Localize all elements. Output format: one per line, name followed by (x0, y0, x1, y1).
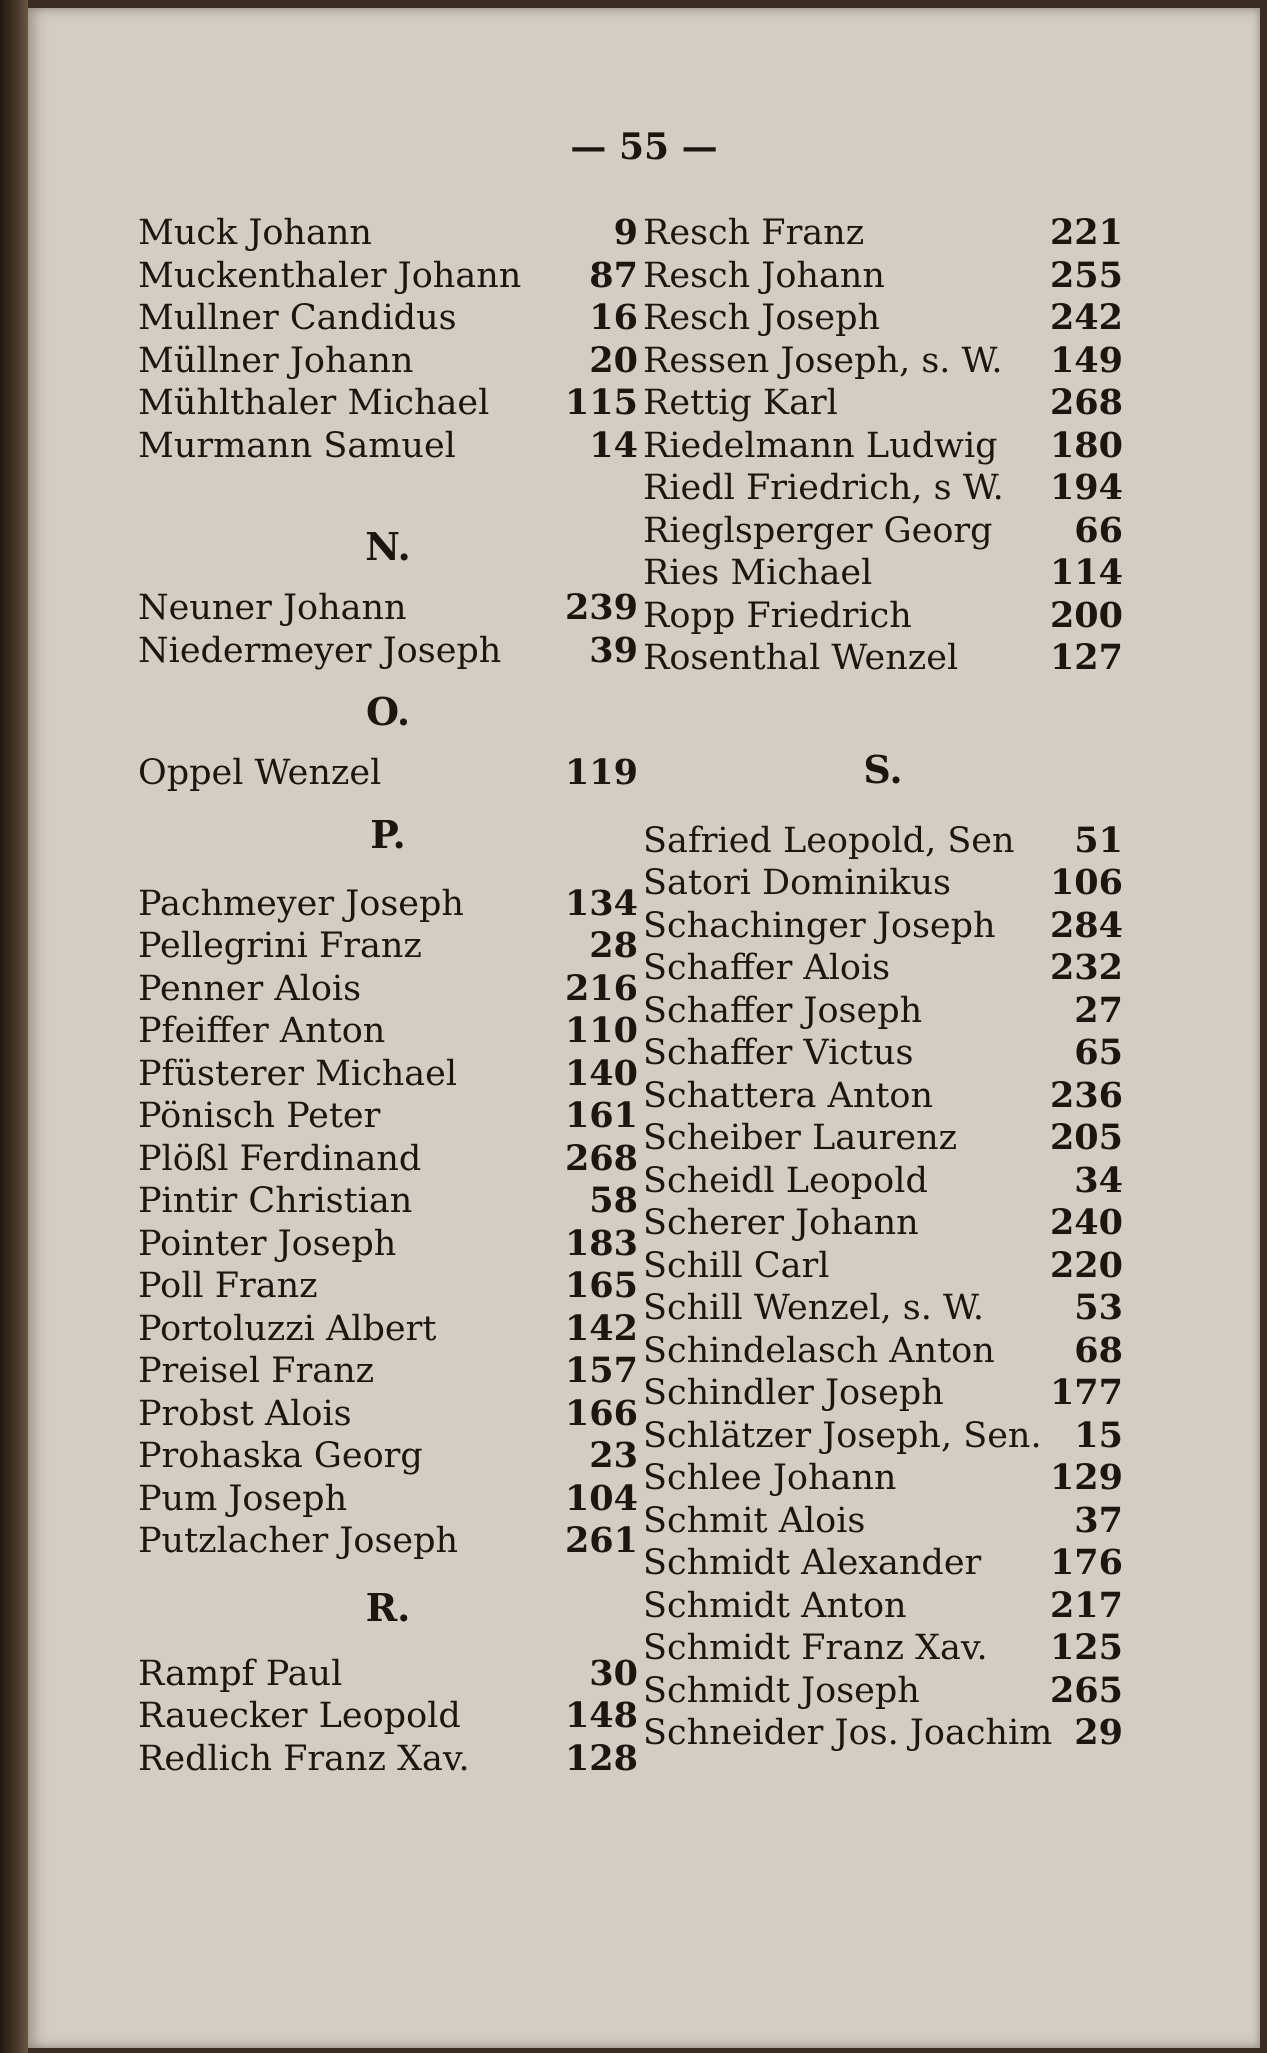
left-column (138, 212, 638, 1780)
index-entry (138, 1053, 638, 1096)
entry-name: Schlätzer Joseph, Sen. (643, 1415, 1042, 1456)
index-entry (138, 340, 638, 383)
entry-name: Schmidt Alexander (643, 1543, 982, 1583)
index-entry (138, 752, 638, 795)
entry-name: Schindelasch Anton (643, 1330, 995, 1371)
entry-name: Portoluzzi Albert (138, 1308, 437, 1349)
entry-name: Ries Michael (643, 553, 873, 593)
index-entry (643, 947, 1123, 990)
entry-name: Rauecker Leopold (138, 1696, 461, 1736)
entry-name: Satori Dominikus (643, 863, 951, 903)
entry-name: Prohaska Georg (138, 1436, 423, 1476)
index-entry (138, 1435, 638, 1478)
entry-name: Rosenthal Wenzel (643, 638, 959, 678)
entry-number: 200 (1049, 594, 1123, 636)
entry-number: 177 (1049, 1372, 1123, 1413)
section-heading-o: O. (365, 689, 411, 734)
entry-name: Rieglsperger Georg (643, 510, 993, 551)
entry-number: 106 (1049, 862, 1123, 903)
entry-number: 142 (564, 1307, 638, 1349)
index-entry (643, 1075, 1123, 1118)
entry-number: 53 (1074, 1287, 1123, 1328)
entry-name: Pellegrini Franz (138, 926, 422, 966)
entry-name: Resch Joseph (643, 298, 881, 338)
entry-name: Oppel Wenzel (138, 753, 382, 793)
entry-number: 28 (589, 925, 638, 966)
r-entries (138, 1653, 638, 1781)
entry-number: 87 (589, 254, 638, 296)
index-entry (643, 905, 1123, 948)
entry-name: Preisel Franz (138, 1351, 375, 1391)
entry-name: Resch Franz (643, 213, 865, 253)
index-entry (138, 925, 638, 968)
index-entry (138, 1180, 638, 1223)
index-entry (643, 340, 1123, 383)
index-entry (643, 1160, 1123, 1203)
index-entry (643, 1457, 1123, 1500)
index-entry (643, 297, 1123, 340)
entry-number: 127 (1049, 637, 1123, 678)
entry-name: Schaffer Alois (643, 948, 891, 988)
entry-number: 161 (564, 1095, 638, 1136)
index-entry (643, 595, 1123, 638)
entry-number: 194 (1049, 467, 1123, 508)
index-entry (643, 1415, 1123, 1458)
index-entry (643, 1627, 1123, 1670)
entry-name: Muck Johann (138, 213, 372, 253)
page-number: — 55 — (570, 126, 718, 168)
section-heading-n: N. (365, 524, 411, 569)
index-entry (643, 552, 1123, 595)
index-entry (138, 1095, 638, 1138)
index-entry (643, 1117, 1123, 1160)
entry-number: 242 (1049, 297, 1123, 338)
entry-name: Pfeiffer Anton (138, 1011, 386, 1051)
entry-number: 217 (1049, 1584, 1123, 1626)
entry-name: Schlee Johann (643, 1458, 897, 1498)
entry-number: 268 (1049, 382, 1123, 423)
right-column (643, 212, 1123, 1755)
index-entry (643, 1585, 1123, 1628)
entry-name: Schaffer Joseph (643, 990, 923, 1031)
entry-number: 166 (564, 1392, 638, 1434)
entry-number: 104 (564, 1477, 638, 1519)
entry-number: 39 (589, 629, 638, 671)
book-page (28, 8, 1260, 2048)
entry-number: 183 (564, 1222, 638, 1264)
index-entry (138, 297, 638, 340)
entry-number: 9 (613, 212, 638, 253)
entry-number: 114 (1049, 552, 1123, 593)
r-entries-right (643, 212, 1123, 680)
entry-number: 14 (589, 424, 638, 466)
index-entry (643, 820, 1123, 863)
index-entry (643, 1032, 1123, 1075)
index-entry (138, 1265, 638, 1308)
entry-name: Ropp Friedrich (643, 595, 912, 636)
entry-number: 157 (564, 1350, 638, 1391)
entry-name: Schmidt Joseph (643, 1670, 920, 1711)
index-entry (643, 1670, 1123, 1713)
entry-number: 34 (1074, 1159, 1123, 1201)
entry-number: 239 (564, 587, 638, 628)
entry-number: 37 (1074, 1499, 1123, 1541)
index-entry (138, 255, 638, 298)
book-spine (0, 0, 28, 2053)
entry-number: 284 (1049, 904, 1123, 946)
entry-number: 115 (564, 382, 638, 423)
entry-number: 27 (1074, 989, 1123, 1031)
index-entry (643, 862, 1123, 905)
index-entry (643, 990, 1123, 1033)
index-entry (138, 1478, 638, 1521)
index-entry (138, 587, 638, 630)
o-entries (138, 752, 638, 795)
entry-name: Ressen Joseph, s. W. (643, 340, 1003, 381)
index-entry (643, 1202, 1123, 1245)
entry-number: 165 (564, 1265, 638, 1306)
index-entry (643, 382, 1123, 425)
index-entry (643, 255, 1123, 298)
entry-number: 129 (1049, 1457, 1123, 1498)
s-entries (643, 820, 1123, 1755)
entry-number: 140 (564, 1052, 638, 1094)
entry-name: Schmidt Anton (643, 1585, 907, 1626)
section-heading-s: S. (863, 746, 903, 792)
n-entries (138, 587, 638, 672)
entry-name: Plößl Ferdinand (138, 1138, 422, 1179)
entry-number: 29 (1074, 1712, 1123, 1753)
section-heading-r: R. (365, 1584, 411, 1630)
entry-number: 236 (1049, 1074, 1123, 1116)
index-entry (138, 425, 638, 468)
entry-name: Schachinger Joseph (643, 905, 996, 946)
entry-name: Pointer Joseph (138, 1223, 397, 1264)
entry-number: 176 (1049, 1542, 1123, 1583)
index-entry (138, 212, 638, 255)
index-entry (643, 1287, 1123, 1330)
entry-name: Pachmeyer Joseph (138, 883, 464, 924)
index-entry (643, 1245, 1123, 1288)
entry-number: 110 (564, 1010, 638, 1051)
entry-name: Scheiber Laurenz (643, 1118, 958, 1158)
entry-number: 265 (1049, 1669, 1123, 1711)
index-entry (643, 212, 1123, 255)
entry-name: Schill Carl (643, 1245, 830, 1286)
entry-name: Muckenthaler Johann (138, 255, 522, 296)
index-entry (138, 1520, 638, 1563)
entry-number: 149 (1049, 339, 1123, 381)
index-entry (138, 630, 638, 673)
entry-name: Schattera Anton (643, 1075, 934, 1116)
index-entry (138, 1393, 638, 1436)
entry-number: 268 (564, 1137, 638, 1179)
index-entry (138, 1738, 638, 1781)
entry-number: 68 (1074, 1329, 1123, 1371)
m-entries (138, 212, 638, 467)
entry-name: Probst Alois (138, 1393, 352, 1434)
entry-name: Resch Johann (643, 255, 885, 296)
entry-number: 16 (589, 297, 638, 338)
index-entry (138, 1653, 638, 1696)
entry-name: Scherer Johann (643, 1203, 919, 1243)
index-entry (643, 1500, 1123, 1543)
entry-name: Safried Leopold, Sen (643, 820, 1015, 861)
entry-name: Pönisch Peter (138, 1096, 381, 1136)
entry-number: 220 (1049, 1244, 1123, 1286)
entry-name: Schindler Joseph (643, 1373, 944, 1413)
entry-number: 58 (589, 1180, 638, 1221)
entry-name: Niedermeyer Joseph (138, 630, 502, 671)
section-heading-p: P. (370, 811, 406, 857)
index-entry (643, 637, 1123, 680)
index-entry (643, 1542, 1123, 1585)
entry-name: Riedl Friedrich, s W. (643, 468, 1004, 508)
entry-number: 180 (1049, 424, 1123, 466)
entry-name: Pintir Christian (138, 1181, 413, 1221)
entry-name: Schneider Jos. Joachim (643, 1713, 1053, 1753)
index-entry (138, 1350, 638, 1393)
entry-number: 232 (1049, 947, 1123, 988)
entry-number: 65 (1074, 1032, 1123, 1073)
entry-number: 23 (589, 1435, 638, 1476)
entry-number: 119 (564, 752, 638, 793)
entry-name: Pum Joseph (138, 1478, 348, 1519)
entry-name: Rettig Karl (643, 383, 838, 423)
entry-name: Scheidl Leopold (643, 1160, 928, 1201)
entry-number: 255 (1049, 254, 1123, 296)
entry-number: 51 (1074, 819, 1123, 861)
index-entry (138, 1138, 638, 1181)
entry-name: Penner Alois (138, 968, 362, 1009)
index-entry (138, 1695, 638, 1738)
entry-number: 125 (1049, 1627, 1123, 1668)
index-entry (643, 1372, 1123, 1415)
entry-number: 30 (589, 1652, 638, 1694)
index-entry (138, 968, 638, 1011)
entry-number: 66 (1074, 509, 1123, 551)
entry-name: Putzlacher Joseph (138, 1521, 459, 1561)
index-entry (643, 1712, 1123, 1755)
entry-number: 128 (564, 1737, 638, 1779)
entry-name: Neuner Johann (138, 588, 407, 628)
entry-name: Müllner Johann (138, 340, 414, 381)
entry-name: Mühlthaler Michael (138, 383, 490, 423)
index-entry (138, 883, 638, 926)
entry-number: 205 (1049, 1117, 1123, 1158)
entry-name: Poll Franz (138, 1266, 318, 1306)
entry-name: Murmann Samuel (138, 425, 456, 466)
entry-name: Schaffer Victus (643, 1033, 914, 1073)
entry-name: Schmit Alois (643, 1500, 866, 1541)
entry-number: 20 (589, 339, 638, 381)
index-entry (643, 1330, 1123, 1373)
entry-number: 15 (1074, 1414, 1123, 1456)
entry-number: 216 (564, 967, 638, 1009)
entry-number: 221 (1049, 212, 1123, 253)
index-entry (138, 1223, 638, 1266)
index-entry (643, 467, 1123, 510)
entry-number: 148 (564, 1695, 638, 1736)
index-entry (643, 510, 1123, 553)
index-entry (643, 425, 1123, 468)
entry-name: Rampf Paul (138, 1653, 343, 1694)
entry-name: Pfüsterer Michael (138, 1053, 458, 1094)
entry-number: 261 (564, 1520, 638, 1561)
index-entry (138, 1010, 638, 1053)
p-entries (138, 883, 638, 1563)
entry-name: Riedelmann Ludwig (643, 425, 998, 466)
entry-name: Redlich Franz Xav. (138, 1738, 470, 1779)
entry-number: 240 (1049, 1202, 1123, 1243)
index-entry (138, 382, 638, 425)
entry-number: 134 (564, 882, 638, 924)
entry-name: Mullner Candidus (138, 298, 457, 338)
entry-name: Schmidt Franz Xav. (643, 1628, 988, 1668)
entry-name: Schill Wenzel, s. W. (643, 1288, 984, 1328)
index-entry (138, 1308, 638, 1351)
